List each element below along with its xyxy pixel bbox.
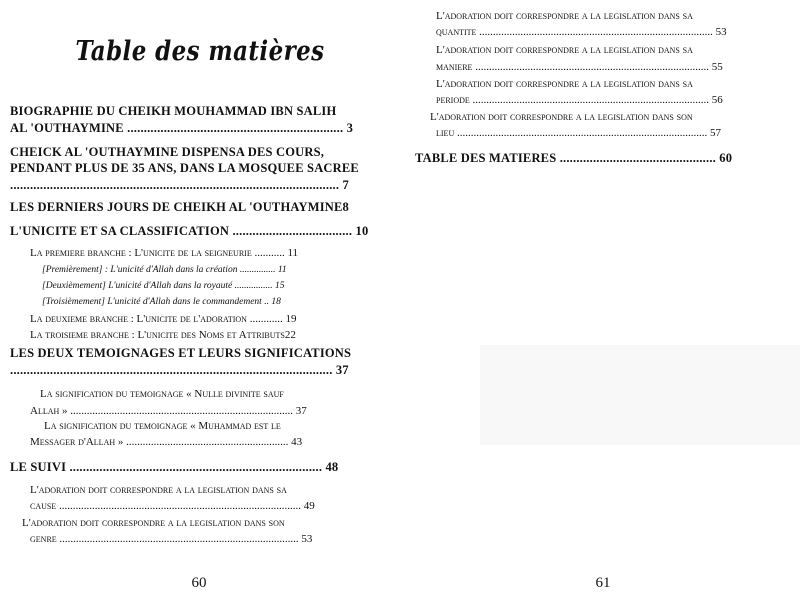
toc-entry: [Premièrement] : L'unicité d'Allah dans la création ............... 11 (42, 265, 287, 275)
toc-entry: Allah » ................................................................................. 37 (30, 405, 307, 417)
toc-entry: La signification du temoignage « Muhammad est le (44, 420, 281, 432)
toc-entry: La deuxieme branche : L'unicite de l'adoration ............ 19 (30, 313, 297, 325)
toc-entry: lieu ........................................................................................... 57 (436, 127, 721, 139)
page-shading (480, 345, 800, 445)
toc-entry: BIOGRAPHIE DU CHEIKH MOUHAMMAD IBN SALIH (10, 104, 337, 118)
toc-entry: genre ....................................................................................... 53 (30, 533, 313, 545)
toc-entry: L'adoration doit correspondre a la legislation dans son (22, 517, 285, 529)
toc-entry: [Deuxièmement] L'unicité d'Allah dans la royauté ................ 15 (42, 281, 285, 291)
toc-entry: ................................................................................................... 7 (10, 178, 349, 192)
toc-entry: AL 'OUTHAYMINE ................................................................. 3 (10, 121, 354, 135)
toc-entry: cause ........................................................................................ 49 (30, 500, 315, 512)
toc-entry: quantite ..................................................................................... 53 (436, 26, 727, 38)
toc-title: Table des matières (75, 36, 325, 67)
toc-entry: L'adoration doit correspondre a la legislation dans sa (436, 44, 693, 56)
right-page (400, 0, 800, 604)
toc-entry: L'adoration doit correspondre a la legislation dans sa (436, 78, 693, 90)
toc-entry: L'adoration doit correspondre a la legislation dans son (430, 111, 693, 123)
toc-entry: periode ...................................................................................... 56 (436, 94, 723, 106)
page-number: 61 (595, 575, 611, 591)
toc-entry: TABLE DES MATIERES ............................................... 60 (415, 151, 733, 165)
toc-entry: L'adoration doit correspondre a la legislation dans sa (436, 10, 693, 22)
page-number: 60 (191, 575, 207, 591)
toc-entry: CHEICK AL 'OUTHAYMINE DISPENSA DES COURS, (10, 145, 325, 159)
toc-entry: Messager d'Allah » ........................................................... 43 (30, 436, 303, 448)
toc-entry: La signification du temoignage « Nulle divinite sauf (40, 388, 284, 400)
toc-entry: [Troisièmement] L'unicité d'Allah dans le commandement .. 18 (42, 297, 281, 307)
toc-entry: maniere ..................................................................................... 55 (436, 61, 723, 73)
toc-entry: LES DERNIERS JOURS DE CHEIKH AL 'OUTHAYMINE8 (10, 200, 349, 214)
toc-entry: L'UNICITE ET SA CLASSIFICATION .................................... 10 (10, 224, 369, 238)
toc-entry: La premiere branche : L'unicite de la seigneurie ........... 11 (30, 247, 299, 259)
toc-entry: LES DEUX TEMOIGNAGES ET LEURS SIGNIFICATIONS (10, 346, 352, 360)
toc-entry: La troisieme branche : L'unicite des Noms et Attributs22 (30, 329, 296, 341)
toc-entry: LE SUIVI ............................................................................ 48 (10, 460, 339, 474)
toc-entry: PENDANT PLUS DE 35 ANS, DANS LA MOSQUEE SACREE (10, 161, 359, 175)
toc-entry: ................................................................................................. 37 (10, 363, 349, 377)
toc-entry: L'adoration doit correspondre a la legislation dans sa (30, 484, 287, 496)
